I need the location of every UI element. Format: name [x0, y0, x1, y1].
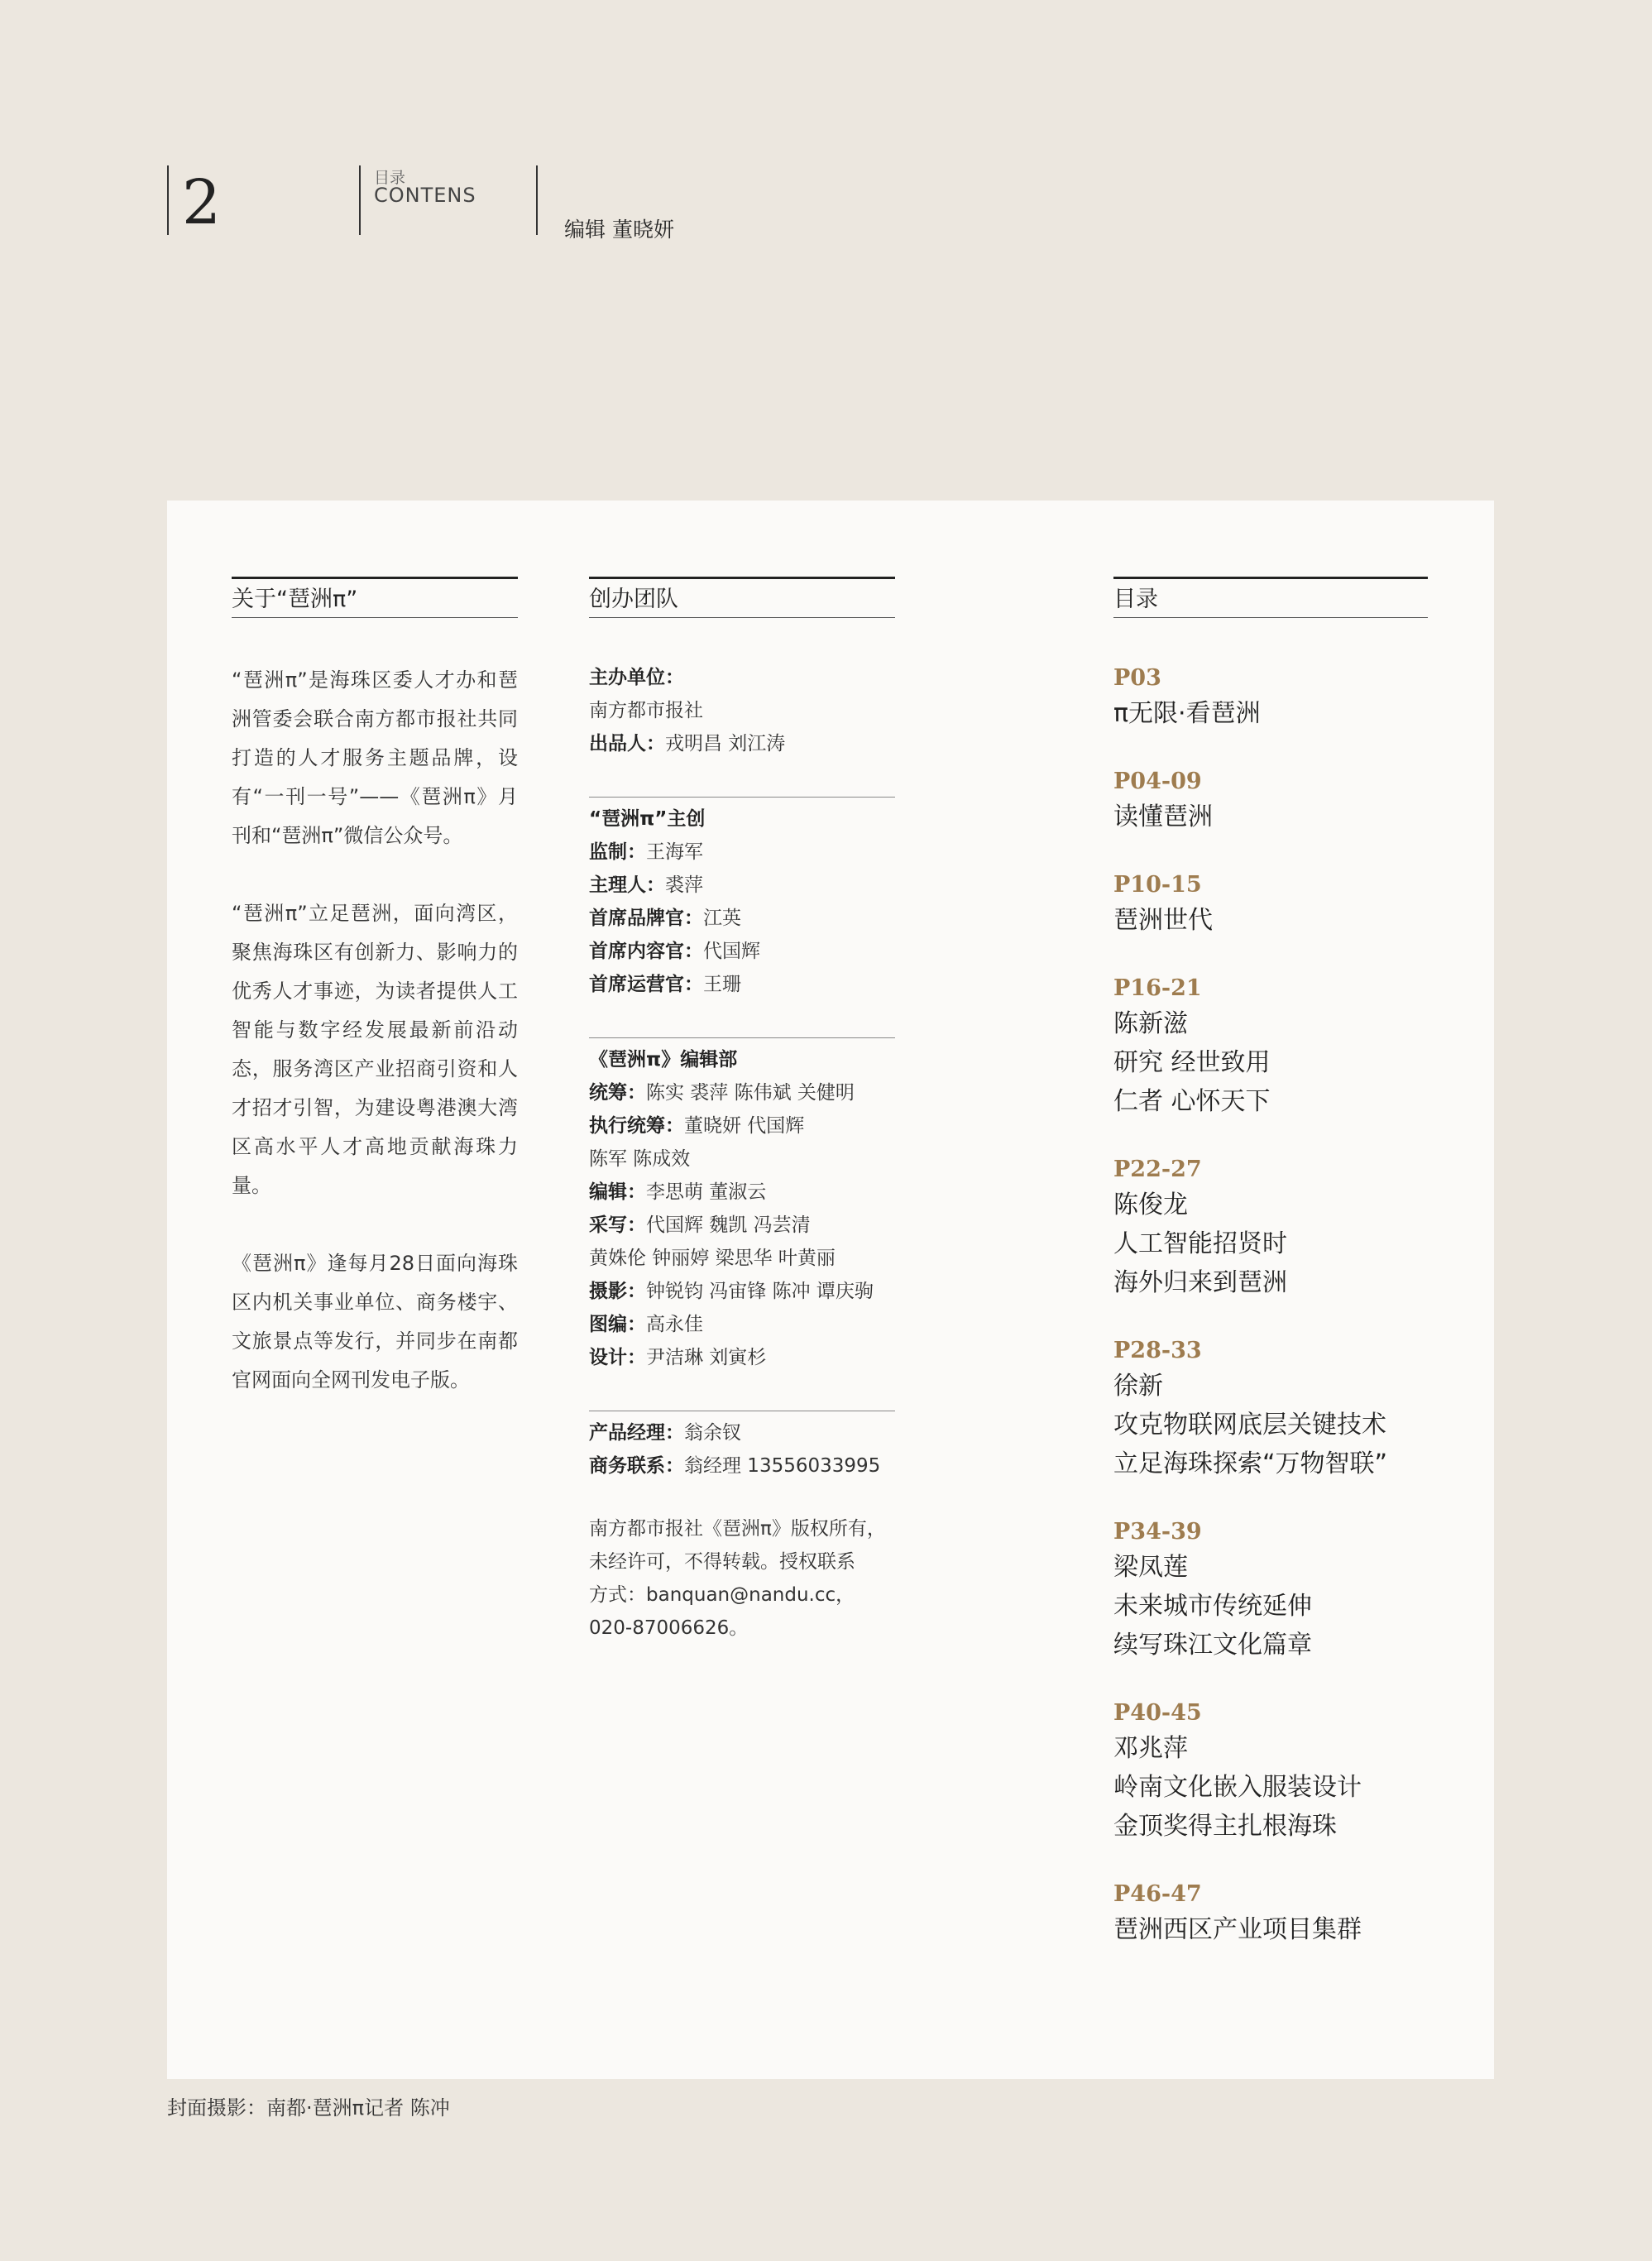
- toc-entry-subtitle: 海外归来到琶洲: [1113, 1268, 1287, 1297]
- copyright-line: 020-87006626。: [589, 1617, 749, 1639]
- credit-row: 监制：王海军: [589, 841, 703, 863]
- credit-row: 摄影：钟锐钧 冯宙锋 陈冲 谭庆驹: [589, 1281, 874, 1302]
- about-paragraph: “琶洲π”立足琶洲，面向湾区，聚焦海珠区有创新力、影响力的优秀人才事迹，为读者提供人工智能与数字经发展最新前沿动态，服务湾区产业招商引资和人才招才引智，为建设粤港澳大湾区高水平人才高地贡献海珠力量。: [232, 902, 518, 1197]
- credit-row: 主理人：裘萍: [589, 874, 703, 896]
- toc-entry[interactable]: [1113, 973, 1428, 1121]
- toc-entry-subtitle: 岭南文化嵌入服装设计: [1113, 1773, 1362, 1802]
- copyright-notice: [589, 1512, 895, 1645]
- toc-column: [1113, 577, 1428, 1982]
- toc-entry-subtitle: 人工智能招贤时: [1113, 1229, 1287, 1258]
- toc-page-number: P40-45: [1113, 1700, 1202, 1726]
- page-number: 2: [182, 167, 222, 238]
- toc-page-number: P34-39: [1113, 1519, 1202, 1545]
- team-divider: [589, 797, 895, 798]
- organizer-block: [589, 661, 895, 760]
- toc-entry-title: 琶洲世代: [1113, 906, 1213, 935]
- toc-entry[interactable]: [1113, 1154, 1428, 1302]
- credit-row: 黄姝伦 钟丽婷 梁思华 叶黄丽: [589, 1248, 836, 1269]
- credit-row: 编辑：李思萌 董淑云: [589, 1181, 767, 1203]
- toc-entry-subtitle: 未来城市传统延伸: [1113, 1592, 1312, 1621]
- toc-page-number: P28-33: [1113, 1338, 1202, 1363]
- organizer-label: 主办单位：: [589, 667, 684, 688]
- credit-row: 首席内容官：代国辉: [589, 941, 760, 962]
- toc-title: 目录: [1113, 577, 1428, 618]
- toc-entry[interactable]: [1113, 869, 1428, 940]
- editor-label: 编辑: [564, 218, 606, 242]
- credit-row: 陈军 陈成效: [589, 1148, 691, 1170]
- toc-page-number: P16-21: [1113, 975, 1202, 1001]
- contents-label-en: CONTENS: [374, 184, 476, 207]
- toc-entry[interactable]: [1113, 766, 1428, 836]
- content-panel: [167, 501, 1494, 2079]
- toc-entry-title: 邓兆萍: [1113, 1734, 1188, 1763]
- organizer-value: 南方都市报社: [589, 700, 703, 721]
- toc-entry-title: 梁凤莲: [1113, 1553, 1188, 1582]
- toc-page-number: P04-09: [1113, 769, 1202, 794]
- toc-entry[interactable]: [1113, 1335, 1428, 1483]
- credit-row: 设计：尹洁琳 刘寅杉: [589, 1347, 767, 1368]
- toc-entry-title: 徐新: [1113, 1372, 1163, 1401]
- about-text: [232, 661, 518, 1400]
- editor-name: 董晓妍: [611, 218, 674, 242]
- toc-entry-subtitle: 仁者 心怀天下: [1113, 1087, 1271, 1116]
- toc-page-number: P22-27: [1113, 1157, 1202, 1182]
- credit-row: 统筹：陈实 裘萍 陈伟斌 关健明: [589, 1082, 855, 1104]
- credit-row: 首席品牌官：江英: [589, 908, 741, 929]
- toc-page-number: P46-47: [1113, 1881, 1202, 1907]
- about-column: [232, 577, 518, 1400]
- producer-value: 戎明昌 刘江涛: [665, 733, 786, 754]
- toc-entry-title: π无限·看琶洲: [1113, 699, 1261, 728]
- about-paragraph: “琶洲π”是海珠区委人才办和琶洲管委会联合南方都市报社共同打造的人才服务主题品牌，设有“一刊一号”——《琶洲π》月刊和“琶洲π”微信公众号。: [232, 668, 518, 847]
- toc-page-number: P10-15: [1113, 872, 1202, 898]
- credit-row: 商务联系：翁经理 13556033995: [589, 1455, 881, 1477]
- credit-row: 采写：代国辉 魏凯 冯芸清: [589, 1214, 811, 1236]
- toc-entry-subtitle: 研究 经世致用: [1113, 1048, 1271, 1077]
- producer-label: 出品人：: [589, 733, 665, 754]
- team-column: [589, 577, 895, 1645]
- about-title: 关于“琶洲π”: [232, 577, 518, 618]
- copyright-line: 方式：banquan@nandu.cc，: [589, 1584, 855, 1606]
- creators-heading: “琶洲π”主创: [589, 808, 706, 830]
- toc-entry[interactable]: [1113, 663, 1428, 733]
- creators-block: [589, 802, 895, 1001]
- contents-label-cn: 目录: [374, 169, 406, 187]
- team-divider: [589, 1037, 895, 1038]
- toc-entry-title: 陈俊龙: [1113, 1190, 1188, 1219]
- credit-row: 图编：高永佳: [589, 1314, 703, 1335]
- credit-row: 产品经理：翁余钗: [589, 1422, 741, 1444]
- toc-entry[interactable]: [1113, 1879, 1428, 1949]
- toc-entry-subtitle: 立足海珠探索“万物智联”: [1113, 1449, 1388, 1478]
- cover-photo-credit: 封面摄影：南都·琶洲π记者 陈冲: [167, 2096, 450, 2120]
- copyright-line: 未经许可，不得转载。授权联系: [589, 1551, 855, 1573]
- toc-entry[interactable]: [1113, 1516, 1428, 1665]
- about-paragraph: 《琶洲π》逢每月28日面向海珠区内机关事业单位、商务楼宇、文旅景点等发行，并同步在南都官网面向全网刊发电子版。: [232, 1252, 518, 1392]
- toc-entry-title: 读懂琶洲: [1113, 802, 1213, 831]
- toc-entry-subtitle: 金顶奖得主扎根海珠: [1113, 1812, 1337, 1841]
- editorial-heading: 《琶洲π》编辑部: [589, 1049, 738, 1071]
- header-rule-left: [167, 165, 169, 235]
- toc-page-number: P03: [1113, 665, 1161, 691]
- copyright-line: 南方都市报社《琶洲π》版权所有，: [589, 1518, 886, 1540]
- credit-row: 执行统筹：董晓妍 代国辉: [589, 1115, 805, 1137]
- team-title: 创办团队: [589, 577, 895, 618]
- toc-entry-title: 琶洲西区产业项目集群: [1113, 1915, 1362, 1944]
- toc-entry-title: 陈新滋: [1113, 1009, 1188, 1038]
- header-rule-right: [536, 165, 538, 235]
- toc-list: [1113, 663, 1428, 1949]
- editorial-block: [589, 1043, 895, 1374]
- header-rule-middle: [359, 165, 361, 235]
- toc-entry[interactable]: [1113, 1698, 1428, 1846]
- toc-entry-subtitle: 攻克物联网底层关键技术: [1113, 1411, 1386, 1439]
- editor-credit: [564, 213, 674, 243]
- toc-entry-subtitle: 续写珠江文化篇章: [1113, 1631, 1312, 1660]
- credit-row: 首席运营官：王珊: [589, 974, 741, 995]
- contact-block: [589, 1416, 895, 1483]
